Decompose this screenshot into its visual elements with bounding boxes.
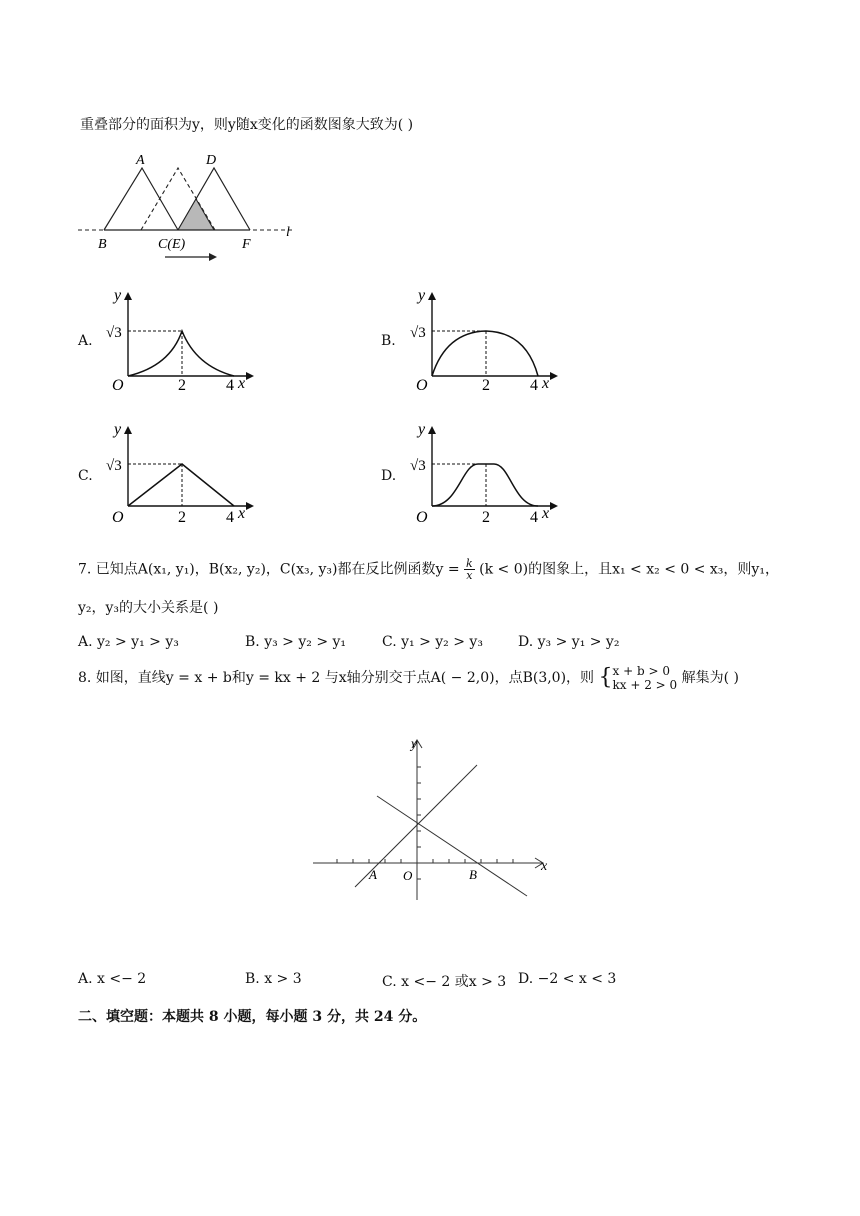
axis-y: y [418,421,426,438]
q6-graph-c [100,418,260,530]
origin-label: O [416,509,428,526]
q6-graph-b [404,284,564,396]
q8-option-c: C. x <− 2 或x > 3 [382,974,507,990]
tick-2: 2 [482,377,490,394]
q8-graph [305,730,565,910]
q7-frac-den: x [466,569,473,582]
tick-2: 2 [482,509,490,526]
q8-system-eq1: x + b > 0 [612,664,670,678]
tick-2: 2 [178,377,186,394]
q6-option-d-label: D. [381,468,397,484]
fig-label-f: F [242,237,251,252]
fig-label-l: l [286,225,290,240]
q7-stem-line1 [78,558,779,581]
tick-4: 4 [530,509,538,526]
triangle-figure [70,140,310,270]
origin-label: O [112,377,124,394]
q7-option-a: A. y₂ > y₁ > y₃ [78,634,179,650]
q7-stem-part1: 7. 已知点A(x₁, y₁)，B(x₂, y₂)，C(x₃, y₃)都在反比例函数y = [78,561,460,578]
q8-option-b: B. x > 3 [245,971,302,987]
tick-2: 2 [178,509,186,526]
q7-fraction [464,558,475,581]
q8-label-b: B [469,867,477,882]
q6-option-a-label: A. [78,333,93,349]
axis-x: x [542,505,550,522]
q7-frac-num: k [466,557,473,570]
axis-x: x [238,375,246,392]
axis-y: y [114,421,122,438]
q7-stem-line2: y₂，y₃的大小关系是( ) [78,600,219,616]
axis-x: x [542,375,550,392]
q8-option-d: D. −2 < x < 3 [518,971,617,987]
sqrt3-label: √3 [106,325,122,341]
axis-y: y [418,287,426,304]
sqrt3-label: √3 [106,458,122,474]
q8-stem-part1: 8. 如图，直线y = x + b和y = kx + 2 与x轴分别交于点A( − 2,0)，点B(3,0)，则 [78,670,595,686]
q6-graph-a [100,284,260,396]
sqrt3-label: √3 [410,325,426,341]
fig-label-d: D [206,153,217,168]
q7-option-c: C. y₁ > y₂ > y₃ [382,634,483,650]
q8-stem [78,664,739,692]
q8-label-o: O [403,868,413,883]
q6-stem: 重叠部分的面积为y，则y随x变化的函数图象大致为( ) [80,117,414,133]
axis-y: y [114,287,122,304]
q8-axis-y: y [411,737,418,752]
axis-x: x [238,505,246,522]
q8-option-a: A. x <− 2 [78,971,147,987]
fig-label-ce: C(E) [158,237,186,252]
q6-option-c-label: C. [78,468,93,484]
q6-option-b-label: B. [381,333,396,349]
origin-label: O [416,377,428,394]
q8-system-eq2: kx + 2 > 0 [612,678,678,692]
q8-axis-x: x [541,859,548,874]
section-heading-fill-in: 二、填空题：本题共 8 小题，每小题 3 分，共 24 分。 [78,1009,427,1025]
tick-4: 4 [226,509,234,526]
q8-stem-part2: 解集为( ) [681,670,740,686]
sqrt3-label: √3 [410,458,426,474]
q8-system: { x + b > 0 kx + 2 > 0 [598,664,678,692]
q7-stem-part2: (k < 0)的图象上，且x₁ < x₂ < 0 < x₃，则y₁， [479,561,779,578]
q8-label-a: A [369,867,377,882]
fig-label-b: B [98,237,107,252]
tick-4: 4 [530,377,538,394]
q7-option-d: D. y₃ > y₁ > y₂ [518,634,620,650]
q7-option-b: B. y₃ > y₂ > y₁ [245,634,347,650]
fig-label-a: A [136,153,145,168]
q6-graph-d [404,418,564,530]
tick-4: 4 [226,377,234,394]
origin-label: O [112,509,124,526]
